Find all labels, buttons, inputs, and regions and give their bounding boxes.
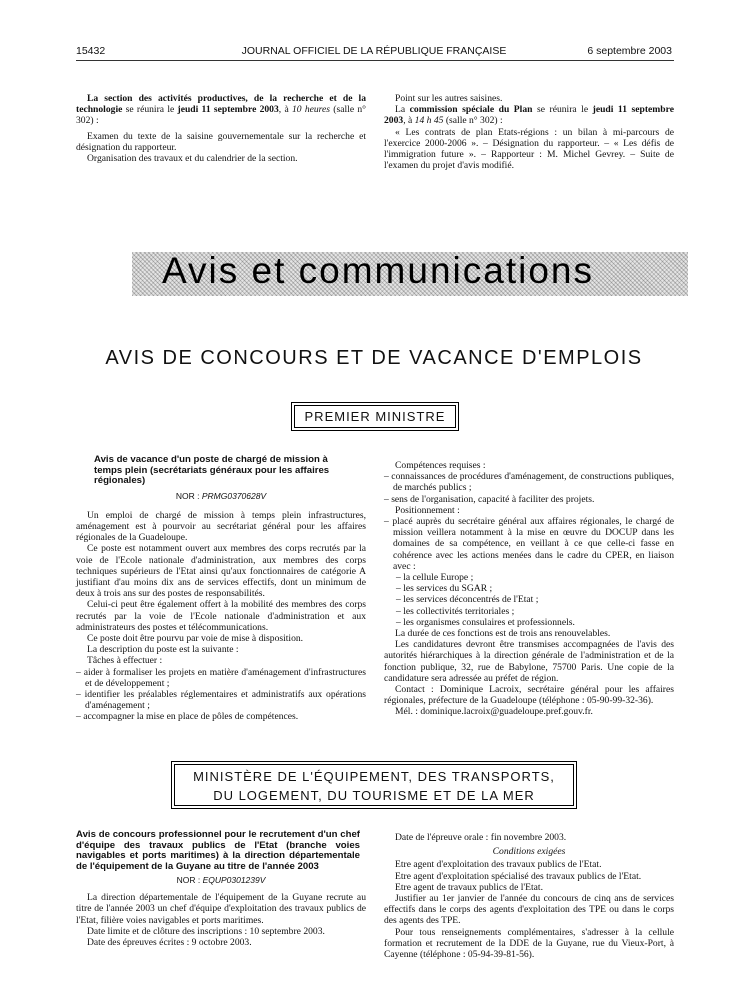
nor-reference: NOR : EQUP0301239V bbox=[176, 875, 266, 885]
paragraph: Pour tous renseignements complémentaires, s'adresser à la cellule formation et recrutement de la DDE de la Guyane, rue du Vieux-Port, à Cayenne (téléphone : 05-94-39-81-56). bbox=[384, 926, 674, 961]
section-meeting-paragraph: La section des activités productives, de la recherche et de la technologie se réunira le jeudi 11 septembre 2003, à 10 heures (salle n° 302) : bbox=[76, 93, 366, 127]
ministry-name-line: DU LOGEMENT, DU TOURISME ET DE LA MER bbox=[213, 788, 535, 803]
list-item: – les collectivités territoriales ; bbox=[396, 605, 515, 617]
ministry-box: PREMIER MINISTRE bbox=[294, 405, 456, 428]
list-item: – identifier les préalables réglementaires et administratifs aux opérations d'aménagement ; bbox=[76, 688, 366, 712]
paragraph: Organisation des travaux et du calendrier de la section. bbox=[87, 153, 298, 165]
paragraph: Date de l'épreuve orale : fin novembre 2003. bbox=[395, 832, 567, 843]
list-item: – les organismes consulaires et professionnels. bbox=[396, 616, 575, 628]
top-left-column bbox=[76, 93, 366, 164]
paragraph: Les candidatures devront être transmises accompagnées de l'avis des autorités hiérarchiques à la direction générale de l'administration et de la fonction publique, 32, rue de Babylone, 75700 Paris. Une copie de la candidature sera adressée au préfet de région. bbox=[384, 639, 674, 684]
commission-meeting-paragraph: La commission spéciale du Plan se réunira le jeudi 11 septembre 2003, à 14 h 45 (salle n° 302) : bbox=[384, 104, 674, 127]
issue-date: 6 septembre 2003 bbox=[587, 45, 672, 57]
notice2-left-column bbox=[76, 830, 366, 948]
paragraph: Mél. : dominique.lacroix@guadeloupe.pref.gouv.fr. bbox=[395, 706, 593, 718]
paragraph: Compétences requises : bbox=[395, 460, 486, 471]
list-item: – la cellule Europe ; bbox=[396, 572, 474, 584]
paragraph: Contact : Dominique Lacroix, secrétaire général pour les affaires régionales, préfecture de la Guadeloupe (téléphone : 05-90-99-32-36). bbox=[384, 684, 674, 707]
notice1-left-column bbox=[76, 455, 366, 723]
ministry-box bbox=[174, 764, 574, 806]
paragraph: La durée de ces fonctions est de trois ans renouvelables. bbox=[395, 628, 611, 640]
paragraph: Ce poste doit être pourvu par voie de mise à disposition. bbox=[87, 632, 304, 644]
paragraph: La description du poste est la suivante : bbox=[87, 644, 239, 656]
nor-reference: NOR : PRMG0370628V bbox=[175, 490, 267, 501]
notice1-right-column bbox=[384, 460, 674, 718]
paragraph: Ce poste est notamment ouvert aux membres des corps recrutés par la voie de l'Ecole nationale d'administration, aux membres des corps techniques supérieurs de l'Etat ainsi qu'aux fonctionnaires de catégorie A justifiant d'au moins dix ans de services effectifs, dont un minimum de deux à trois ans sur des postes de responsabilités. bbox=[76, 543, 366, 600]
paragraph: Tâches à effectuer : bbox=[87, 655, 163, 667]
list-item: – accompagner la mise en place de pôles de compétences. bbox=[76, 711, 299, 723]
paragraph: Date limite et de clôture des inscriptions : 10 septembre 2003. bbox=[87, 925, 325, 937]
paragraph: Point sur les autres saisines. bbox=[395, 93, 503, 104]
list-item: – placé auprès du secrétaire général aux affaires régionales, le chargé de mission veillera notamment à la mise en œuvre du DOCUP dans les domaines de sa compétence, en veillant à ce que celle-ci fasse en cohérence avec les actions menées dans le cadre du CPER, en liaison avec : bbox=[384, 516, 674, 572]
section-heading: AVIS DE CONCOURS ET DE VACANCE D'EMPLOIS bbox=[105, 347, 643, 369]
conditions-heading: Conditions exigées bbox=[492, 846, 566, 858]
journal-title: JOURNAL OFFICIEL DE LA RÉPUBLIQUE FRANÇAISE bbox=[241, 45, 507, 57]
paragraph: Etre agent d'exploitation des travaux publics de l'Etat. bbox=[395, 859, 602, 871]
top-right-column bbox=[384, 93, 674, 171]
notice-title: Avis de concours professionnel pour le recrutement d'un chef d'équipe des travaux publics de l'Etat (branche voies navigables et ports maritimes) à la direction départementale de l'équipement de la Guyane au titre de l'année 2003 bbox=[76, 829, 360, 872]
paragraph: « Les contrats de plan Etats-régions : un bilan à mi-parcours de l'exercice 2000-2006 ». – Désignation du rapporteur. – « Les défis de l'immigration future ». – Rapporteur : M. Michel Gevrey. – Suite de l'examen du projet d'avis modifié. bbox=[384, 126, 674, 172]
list-item: – aider à formaliser les projets en matière d'aménagement d'infrastructures et de développement ; bbox=[76, 666, 366, 689]
notice2-right-column bbox=[384, 832, 674, 960]
notice-title: Avis de vacance d'un poste de chargé de mission à temps plein (secrétariats généraux pour les affaires régionales) bbox=[94, 454, 330, 486]
header-rule bbox=[76, 60, 674, 61]
list-item: – sens de l'organisation, capacité à faciliter des projets. bbox=[384, 493, 595, 505]
paragraph: Positionnement : bbox=[395, 504, 460, 516]
page-number: 15432 bbox=[76, 45, 106, 57]
paragraph: Un emploi de chargé de mission à temps plein infrastructures, aménagement est à pourvoir au secrétariat général pour les affaires régionales de la Guadeloupe. bbox=[76, 509, 366, 544]
paragraph: La direction départementale de l'équipement de la Guyane recrute au titre de l'année 2003 un chef d'équipe d'exploitation des travaux publics de l'Etat, filière voies navigables et ports maritimes. bbox=[76, 892, 366, 926]
paragraph: Etre agent de travaux publics de l'Etat. bbox=[395, 881, 543, 893]
paragraph: Justifier au 1er janvier de l'année du concours de cinq ans de services effectifs dans le corps des agents d'exploitation des TPE ou dans le corps des agents des TPE. bbox=[384, 893, 674, 927]
list-item: – connaissances de procédures d'aménagement, de constructions publiques, de marchés publics ; bbox=[384, 471, 674, 494]
paragraph: Examen du texte de la saisine gouvernementale sur la recherche et désignation du rapporteur. bbox=[76, 130, 366, 153]
ministry-name-line: MINISTÈRE DE L'ÉQUIPEMENT, DES TRANSPORTS, bbox=[193, 769, 555, 784]
section-banner-title: Avis et communications bbox=[162, 250, 594, 291]
paragraph: Etre agent d'exploitation spécialisé des travaux publics de l'Etat. bbox=[395, 870, 642, 882]
list-item: – les services déconcentrés de l'Etat ; bbox=[396, 594, 539, 606]
paragraph: Date des épreuves écrites : 9 octobre 2003. bbox=[87, 937, 252, 949]
list-item: – les services du SGAR ; bbox=[396, 583, 493, 595]
paragraph: Celui-ci peut être également offert à la mobilité des membres des corps recrutés par la voie de l'Ecole nationale d'administration et aux administrateurs des postes et télécommunications. bbox=[76, 599, 366, 633]
